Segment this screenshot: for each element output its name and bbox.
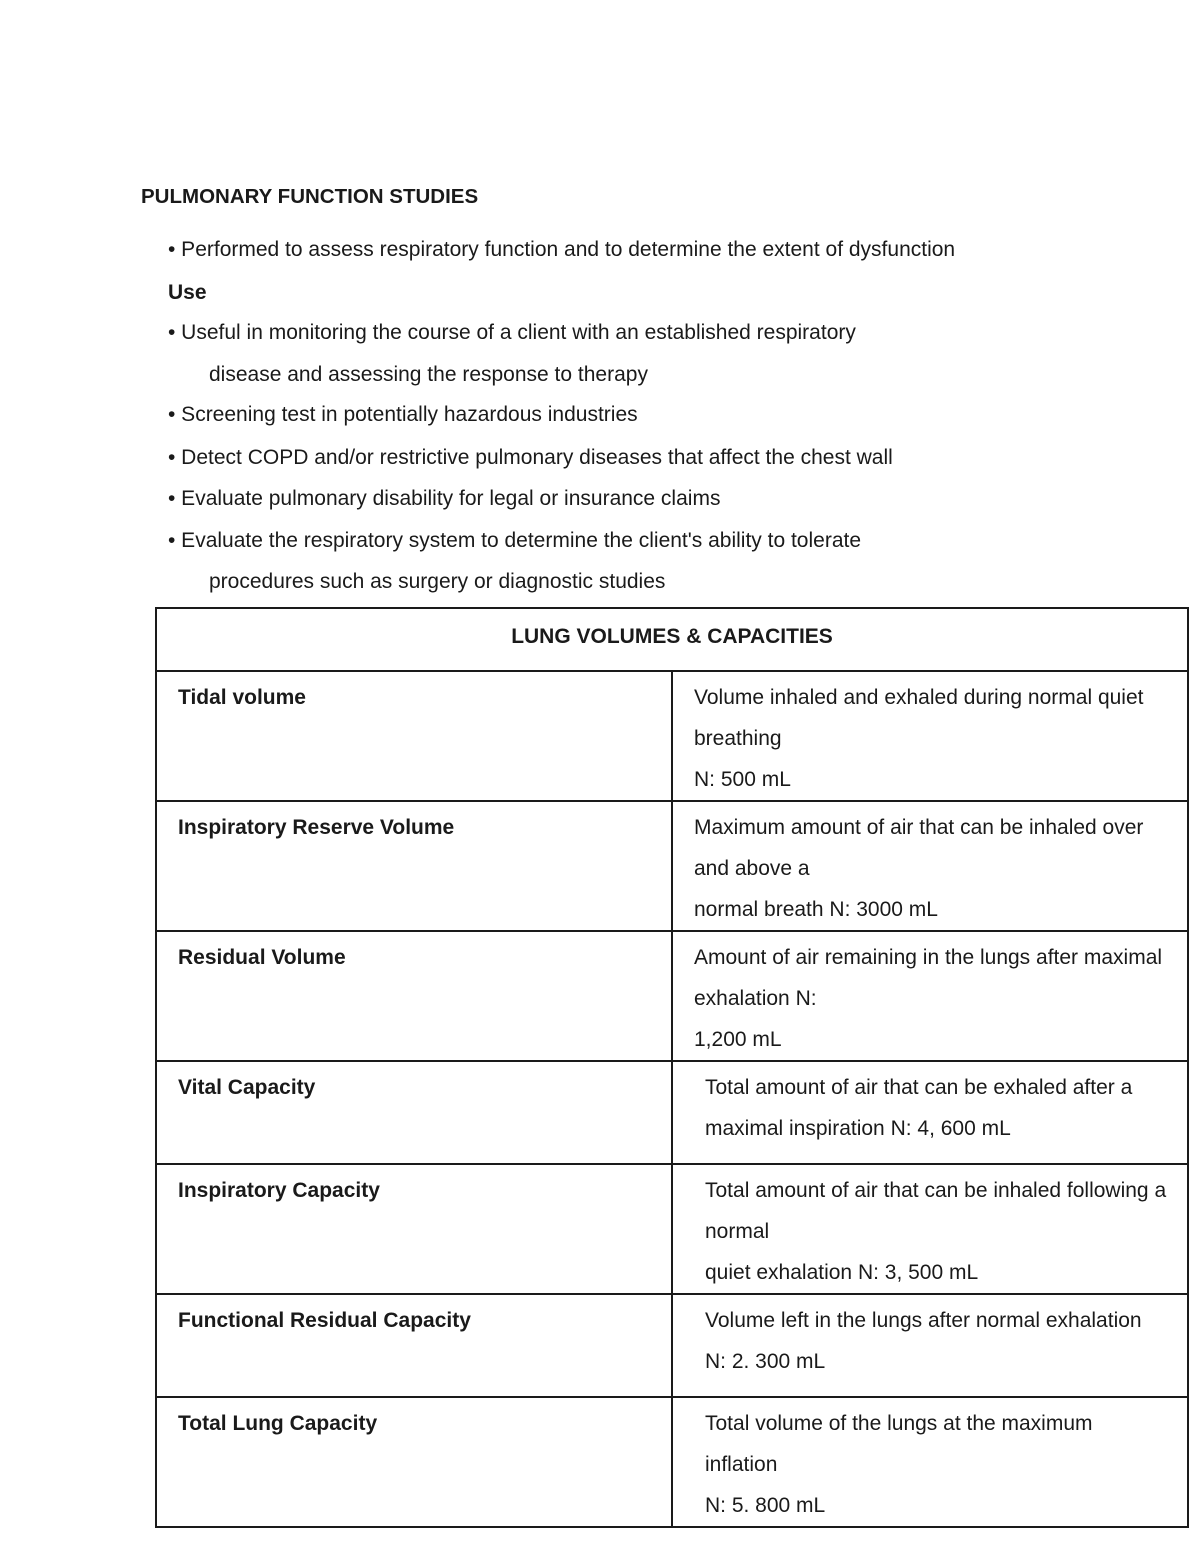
normal-value: N: 5. 800 mL [705, 1494, 826, 1517]
description-line: Amount of air remaining in the lungs after maximal exhalation N: [694, 946, 1163, 1010]
term-cell: Total Lung Capacity [156, 1397, 672, 1527]
table-row [156, 1164, 1188, 1294]
table-row [156, 1294, 1188, 1397]
description-cell [672, 931, 1188, 1061]
description-line: Maximum amount of air that can be inhaled over and above a [694, 816, 1144, 880]
description-line: Volume left in the lungs after normal exhalation [705, 1309, 1142, 1332]
table-row [156, 801, 1188, 931]
description-line: Total amount of air that can be inhaled following a normal [705, 1179, 1167, 1243]
table-header: LUNG VOLUMES & CAPACITIES [156, 608, 1188, 671]
description-line: Volume inhaled and exhaled during normal quiet breathing [694, 686, 1144, 750]
lung-volumes-table [155, 607, 1189, 1528]
normal-value: maximal inspiration N: 4, 600 mL [705, 1117, 1011, 1140]
description-line: Total amount of air that can be exhaled after a [705, 1076, 1133, 1099]
term-cell: Inspiratory Reserve Volume [156, 801, 672, 931]
table-row [156, 1397, 1188, 1527]
page-title: PULMONARY FUNCTION STUDIES [141, 185, 479, 208]
use-bullet-4: • Evaluate pulmonary disability for legal or insurance claims [168, 487, 721, 510]
description-cell [672, 801, 1188, 931]
term-cell: Tidal volume [156, 671, 672, 801]
term-cell: Functional Residual Capacity [156, 1294, 672, 1397]
description-cell [672, 671, 1188, 801]
table-row [156, 1061, 1188, 1164]
intro-bullet: • Performed to assess respiratory function and to determine the extent of dysfunction [168, 238, 956, 261]
description-line: Total volume of the lungs at the maximum inflation [705, 1412, 1093, 1476]
use-bullet-5: • Evaluate the respiratory system to determine the client's ability to tolerate [168, 529, 862, 552]
normal-value: N: 2. 300 mL [705, 1350, 826, 1373]
normal-value: quiet exhalation N: 3, 500 mL [705, 1261, 979, 1284]
normal-value: N: 500 mL [694, 768, 791, 791]
term-cell: Residual Volume [156, 931, 672, 1061]
description-cell [672, 1397, 1188, 1527]
use-bullet-2: • Screening test in potentially hazardous industries [168, 403, 638, 426]
normal-value: 1,200 mL [694, 1028, 782, 1051]
term-cell: Inspiratory Capacity [156, 1164, 672, 1294]
description-cell [672, 1164, 1188, 1294]
normal-value: normal breath N: 3000 mL [694, 898, 938, 921]
description-cell [672, 1294, 1188, 1397]
table-row [156, 931, 1188, 1061]
description-cell [672, 1061, 1188, 1164]
use-bullet-3: • Detect COPD and/or restrictive pulmonary diseases that affect the chest wall [168, 446, 893, 469]
use-heading: Use [168, 281, 207, 304]
term-cell: Vital Capacity [156, 1061, 672, 1164]
use-bullet-1-continuation: disease and assessing the response to therapy [209, 363, 648, 386]
table-row [156, 671, 1188, 801]
use-bullet-5-continuation: procedures such as surgery or diagnostic studies [209, 570, 666, 593]
use-bullet-1: • Useful in monitoring the course of a client with an established respiratory [168, 321, 856, 344]
